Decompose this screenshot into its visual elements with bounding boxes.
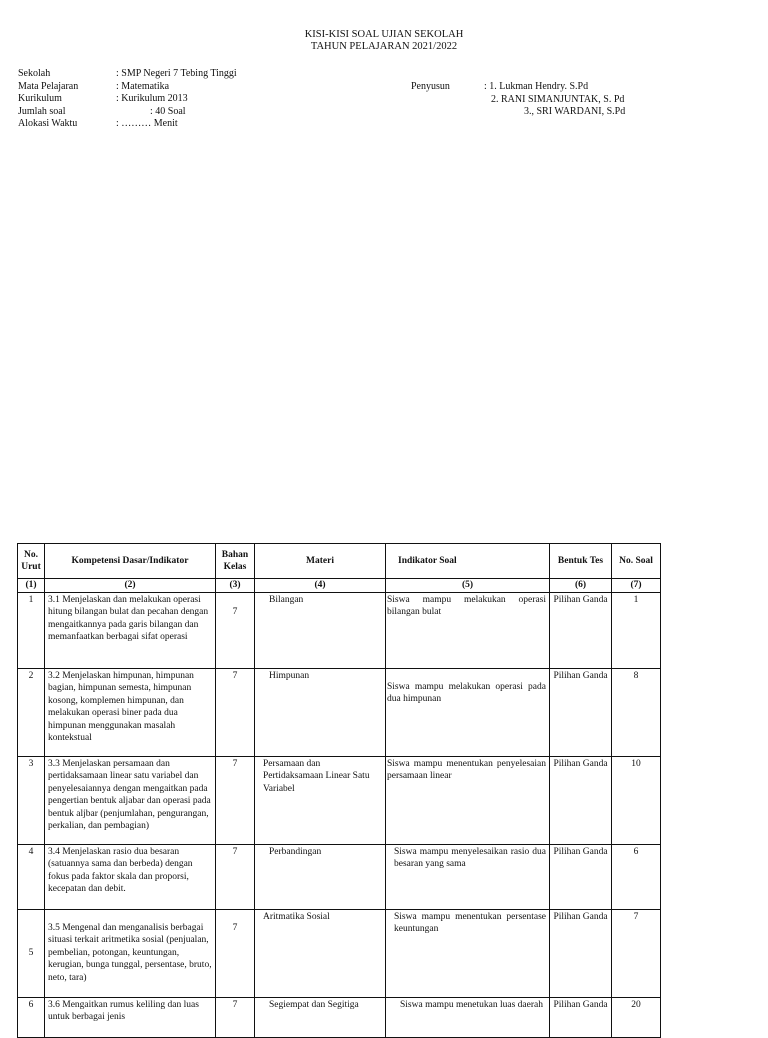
column-number: (6) <box>550 579 612 593</box>
info-kurikulum <box>18 93 237 106</box>
header-materi: Materi <box>255 544 386 579</box>
table-header-row <box>18 544 661 579</box>
table-row <box>18 909 661 997</box>
cell-materi: Segiempat dan Segitiga <box>255 997 386 1037</box>
cell-bentuk: Pilihan Ganda <box>550 997 612 1037</box>
cell-indikator: Siswa mampu melakukan operasi bilangan bulat <box>386 592 550 668</box>
cell-kompetensi: 3.5 Mengenal dan menganalisis berbagai situasi terkait aritmetika sosial (penjualan, pembelian, potongan, keuntungan, kerugian, bunga tunggal, persentase, bruto, neto, tara) <box>45 909 216 997</box>
cell-no-soal: 6 <box>612 844 661 909</box>
cell-kelas: 7 <box>216 844 255 909</box>
header-indikator-soal: Indikator Soal <box>386 544 550 579</box>
table-row <box>18 844 661 909</box>
cell-no-soal: 8 <box>612 668 661 756</box>
cell-materi: Himpunan <box>255 668 386 756</box>
info-label: Kurikulum <box>18 93 62 104</box>
header-bentuk-tes: Bentuk Tes <box>550 544 612 579</box>
cell-kompetensi: 3.3 Menjelaskan persamaan dan pertidaksamaan linear satu variabel dan penyelesaiannya dengan mengaitkan pada pengertian bentuk aljabar dan operasi pada bentuk aljbar (penjumlahan, pengurangan, perkalian, dan pembagian) <box>45 756 216 844</box>
cell-indikator: Siswa mampu menentukan penyelesaian persamaan linear <box>386 756 550 844</box>
column-number: (2) <box>45 579 216 593</box>
info-label: Jumlah soal <box>18 105 66 117</box>
info-value: : Matematika <box>116 80 170 92</box>
info-value: : 40 Soal <box>150 105 186 117</box>
info-value: : SMP Negeri 7 Tebing Tinggi <box>116 68 237 79</box>
table-row <box>18 592 661 668</box>
document-title: KISI-KISI SOAL UJIAN SEKOLAH <box>304 29 464 40</box>
cell-kompetensi: 3.6 Mengaitkan rumus keliling dan luas untuk berbagai jenis <box>45 997 216 1037</box>
cell-kelas: 7 <box>216 997 255 1037</box>
column-number: (3) <box>216 579 255 593</box>
header-bahan-kelas: Bahan Kelas <box>216 544 255 579</box>
cell-no: 5 <box>18 909 45 997</box>
column-number: (5) <box>386 579 550 593</box>
cell-indikator: Siswa mampu menentukan persentase keuntungan <box>386 909 550 997</box>
cell-kompetensi: 3.2 Menjelaskan himpunan, himpunan bagian, himpunan semesta, himpunan kosong, komplemen himpunan, dan melakukan operasi biner pada dua himpunan menggunakan masalah kontekstual <box>45 668 216 756</box>
cell-materi: Bilangan <box>255 592 386 668</box>
column-number: (4) <box>255 579 386 593</box>
penyusun-1: : 1. Lukman Hendry. S.Pd <box>484 81 589 92</box>
info-label: Mata Pelajaran <box>18 80 79 92</box>
cell-kelas: 7 <box>216 756 255 844</box>
cell-bentuk: Pilihan Ganda <box>550 592 612 668</box>
cell-bentuk: Pilihan Ganda <box>550 909 612 997</box>
identity-block <box>18 68 237 131</box>
info-mata-pelajaran <box>18 81 237 94</box>
cell-kelas: 7 <box>216 668 255 756</box>
info-label: Sekolah <box>18 68 51 79</box>
cell-indikator: Siswa mampu menyelesaikan rasio dua besaran yang sama <box>386 844 550 909</box>
penyusun-block <box>411 81 588 94</box>
document-header <box>0 29 768 53</box>
cell-no: 2 <box>18 668 45 756</box>
cell-no: 3 <box>18 756 45 844</box>
table-row <box>18 997 661 1037</box>
cell-kompetensi: 3.1 Menjelaskan dan melakukan operasi hitung bilangan bulat dan pecahan dengan mengaitkannya pada garis bilangan dan memanfaatkan berbagai sifat operasi <box>45 592 216 668</box>
cell-bentuk: Pilihan Ganda <box>550 756 612 844</box>
cell-bentuk: Pilihan Ganda <box>550 844 612 909</box>
column-number: (7) <box>612 579 661 593</box>
column-number: (1) <box>18 579 45 593</box>
table-number-row <box>18 579 661 593</box>
header-no-urut: No. Urut <box>18 544 45 579</box>
cell-no: 4 <box>18 844 45 909</box>
info-sekolah <box>18 68 237 81</box>
cell-no-soal: 7 <box>612 909 661 997</box>
info-value: : Kurikulum 2013 <box>116 93 188 104</box>
cell-kelas: 7 <box>216 909 255 997</box>
document-subtitle: TAHUN PELAJARAN 2021/2022 <box>310 41 458 52</box>
info-value: : ……… Menit <box>116 118 178 129</box>
penyusun-2: 2. RANI SIMANJUNTAK, S. Pd <box>491 94 625 105</box>
info-alokasi-waktu <box>18 118 237 131</box>
cell-materi: Perbandingan <box>255 844 386 909</box>
cell-bentuk: Pilihan Ganda <box>550 668 612 756</box>
header-no-soal: No. Soal <box>612 544 661 579</box>
cell-kompetensi: 3.4 Menjelaskan rasio dua besaran (satuannya sama dan berbeda) dengan fokus pada faktor skala dan proporsi, kecepatan dan debit. <box>45 844 216 909</box>
kisi-kisi-table <box>17 543 661 1038</box>
table-row <box>18 756 661 844</box>
penyusun-label: Penyusun <box>411 81 450 92</box>
penyusun-3: 3., SRI WARDANI, S.Pd <box>524 106 626 117</box>
cell-materi: Persamaan dan Pertidaksamaan Linear Satu Variabel <box>255 756 386 844</box>
cell-no: 6 <box>18 997 45 1037</box>
cell-indikator: Siswa mampu menetukan luas daerah <box>386 997 550 1037</box>
cell-no-soal: 20 <box>612 997 661 1037</box>
header-kompetensi: Kompetensi Dasar/Indikator <box>45 544 216 579</box>
cell-materi: Aritmatika Sosial <box>255 909 386 997</box>
info-jumlah-soal <box>18 106 237 119</box>
cell-indikator: Siswa mampu melakukan operasi pada dua himpunan <box>386 668 550 756</box>
table-row <box>18 668 661 756</box>
info-label: Alokasi Waktu <box>18 118 78 129</box>
cell-no-soal: 10 <box>612 756 661 844</box>
cell-no-soal: 1 <box>612 592 661 668</box>
cell-no: 1 <box>18 592 45 668</box>
cell-kelas: 7 <box>216 592 255 668</box>
